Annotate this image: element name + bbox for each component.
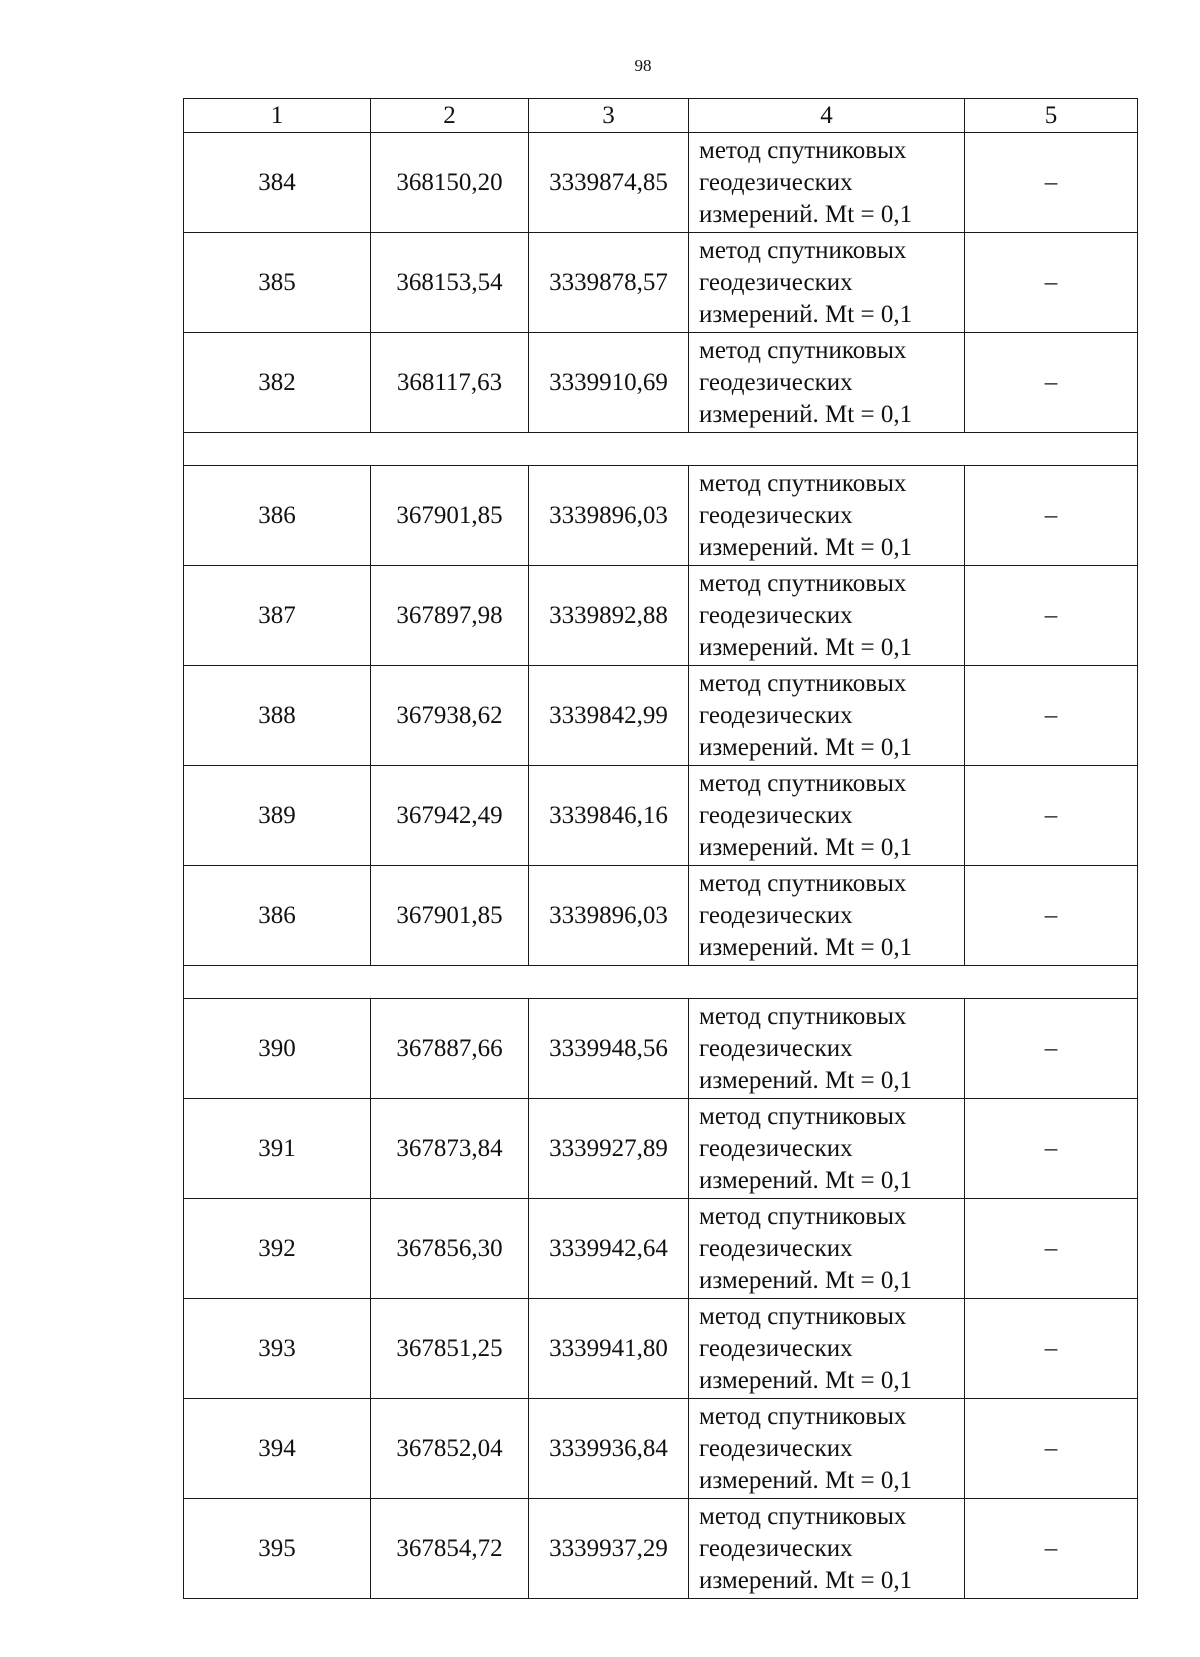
table-row [184,333,1138,433]
method-cell [689,466,965,566]
method-cell [689,666,965,766]
coordinate-y-cell: 3339941,80 [529,1299,689,1399]
table-row [184,566,1138,666]
method-cell [689,866,965,966]
coordinate-x-cell: 368153,54 [371,233,529,333]
coordinate-y-cell: 3339937,29 [529,1499,689,1599]
table-row [184,1199,1138,1299]
note-cell: – [965,766,1138,866]
method-line: метод спутниковых [699,1102,907,1130]
coordinate-x-cell: 368150,20 [371,133,529,233]
method-cell [689,1499,965,1599]
table-row [184,133,1138,233]
method-cell [689,566,965,666]
method-line: измерений. Mt = 0,1 [699,1066,913,1094]
point-number-cell: 386 [184,866,371,966]
method-line: измерений. Mt = 0,1 [699,833,913,861]
method-cell [689,1299,965,1399]
table-row [184,999,1138,1099]
header-row [184,99,1138,133]
method-line: метод спутниковых [699,469,907,497]
method-cell [689,1199,965,1299]
group-separator-cell [184,433,1138,466]
coordinate-x-cell: 367887,66 [371,999,529,1099]
table-row [184,1299,1138,1399]
method-line: измерений. Mt = 0,1 [699,200,913,228]
method-line: измерений. Mt = 0,1 [699,533,913,561]
coordinate-x-cell: 367938,62 [371,666,529,766]
method-cell [689,1099,965,1199]
method-line: геодезических [699,501,853,529]
coordinate-y-cell: 3339927,89 [529,1099,689,1199]
coordinate-y-cell: 3339910,69 [529,333,689,433]
method-line: измерений. Mt = 0,1 [699,1466,913,1494]
method-line: измерений. Mt = 0,1 [699,1266,913,1294]
coordinate-y-cell: 3339948,56 [529,999,689,1099]
note-cell: – [965,566,1138,666]
coordinate-y-cell: 3339892,88 [529,566,689,666]
coordinate-x-cell: 367856,30 [371,1199,529,1299]
method-line: геодезических [699,268,853,296]
method-cell [689,1399,965,1499]
method-line: измерений. Mt = 0,1 [699,933,913,961]
method-line: метод спутниковых [699,236,907,264]
coordinate-x-cell: 367873,84 [371,1099,529,1199]
table-row [184,866,1138,966]
note-cell: – [965,1199,1138,1299]
coordinate-x-cell: 367942,49 [371,766,529,866]
method-line: геодезических [699,1434,853,1462]
method-line: измерений. Mt = 0,1 [699,400,913,428]
table-row [184,233,1138,333]
coordinate-y-cell: 3339896,03 [529,866,689,966]
method-cell [689,333,965,433]
coordinate-x-cell: 367852,04 [371,1399,529,1499]
point-number-cell: 390 [184,999,371,1099]
method-line: геодезических [699,1234,853,1262]
coordinate-x-cell: 367901,85 [371,466,529,566]
table-row [184,466,1138,566]
column-header-2: 2 [371,99,529,133]
method-cell [689,133,965,233]
coordinate-x-cell: 367901,85 [371,866,529,966]
point-number-cell: 387 [184,566,371,666]
note-cell: – [965,1399,1138,1499]
point-number-cell: 392 [184,1199,371,1299]
note-cell: – [965,999,1138,1099]
method-line: метод спутниковых [699,1302,907,1330]
note-cell: – [965,1299,1138,1399]
point-number-cell: 394 [184,1399,371,1499]
coordinate-y-cell: 3339874,85 [529,133,689,233]
method-line: измерений. Mt = 0,1 [699,300,913,328]
table-row [184,766,1138,866]
coordinate-y-cell: 3339842,99 [529,666,689,766]
method-line: измерений. Mt = 0,1 [699,1366,913,1394]
table-row [184,1399,1138,1499]
method-line: метод спутниковых [699,669,907,697]
column-header-5: 5 [965,99,1138,133]
table-row [184,1499,1138,1599]
method-line: метод спутниковых [699,336,907,364]
method-line: геодезических [699,1334,853,1362]
table-row [184,666,1138,766]
point-number-cell: 386 [184,466,371,566]
group-separator-row [184,966,1138,999]
coordinate-x-cell: 368117,63 [371,333,529,433]
note-cell: – [965,1499,1138,1599]
method-cell [689,233,965,333]
method-line: геодезических [699,1534,853,1562]
coordinate-x-cell: 367854,72 [371,1499,529,1599]
point-number-cell: 395 [184,1499,371,1599]
point-number-cell: 382 [184,333,371,433]
method-line: геодезических [699,601,853,629]
method-line: измерений. Mt = 0,1 [699,733,913,761]
group-separator-cell [184,966,1138,999]
note-cell: – [965,466,1138,566]
method-line: метод спутниковых [699,769,907,797]
method-line: геодезических [699,901,853,929]
table-header [184,99,1138,133]
method-cell [689,999,965,1099]
method-line: метод спутниковых [699,1402,907,1430]
method-line: геодезических [699,368,853,396]
page-number: 98 [634,56,652,75]
note-cell: – [965,866,1138,966]
point-number-cell: 393 [184,1299,371,1399]
method-line: метод спутниковых [699,869,907,897]
method-line: метод спутниковых [699,569,907,597]
method-cell [689,766,965,866]
note-cell: – [965,1099,1138,1199]
method-line: метод спутниковых [699,1502,907,1530]
point-number-cell: 391 [184,1099,371,1199]
coordinates-table [183,98,1138,1599]
coordinate-y-cell: 3339896,03 [529,466,689,566]
method-line: измерений. Mt = 0,1 [699,1566,913,1594]
coordinate-y-cell: 3339878,57 [529,233,689,333]
note-cell: – [965,233,1138,333]
point-number-cell: 384 [184,133,371,233]
method-line: метод спутниковых [699,1002,907,1030]
note-cell: – [965,666,1138,766]
group-separator-row [184,433,1138,466]
method-line: метод спутниковых [699,1202,907,1230]
method-line: геодезических [699,168,853,196]
coordinate-y-cell: 3339846,16 [529,766,689,866]
method-line: геодезических [699,1034,853,1062]
method-line: измерений. Mt = 0,1 [699,633,913,661]
point-number-cell: 385 [184,233,371,333]
method-line: измерений. Mt = 0,1 [699,1166,913,1194]
method-line: геодезических [699,801,853,829]
column-header-3: 3 [529,99,689,133]
coordinate-x-cell: 367897,98 [371,566,529,666]
note-cell: – [965,333,1138,433]
coordinate-y-cell: 3339942,64 [529,1199,689,1299]
column-header-1: 1 [184,99,371,133]
table-row [184,1099,1138,1199]
coordinate-y-cell: 3339936,84 [529,1399,689,1499]
note-cell: – [965,133,1138,233]
column-header-4: 4 [689,99,965,133]
method-line: метод спутниковых [699,136,907,164]
table-body [184,133,1138,1599]
point-number-cell: 388 [184,666,371,766]
method-line: геодезических [699,1134,853,1162]
method-line: геодезических [699,701,853,729]
point-number-cell: 389 [184,766,371,866]
coordinate-x-cell: 367851,25 [371,1299,529,1399]
